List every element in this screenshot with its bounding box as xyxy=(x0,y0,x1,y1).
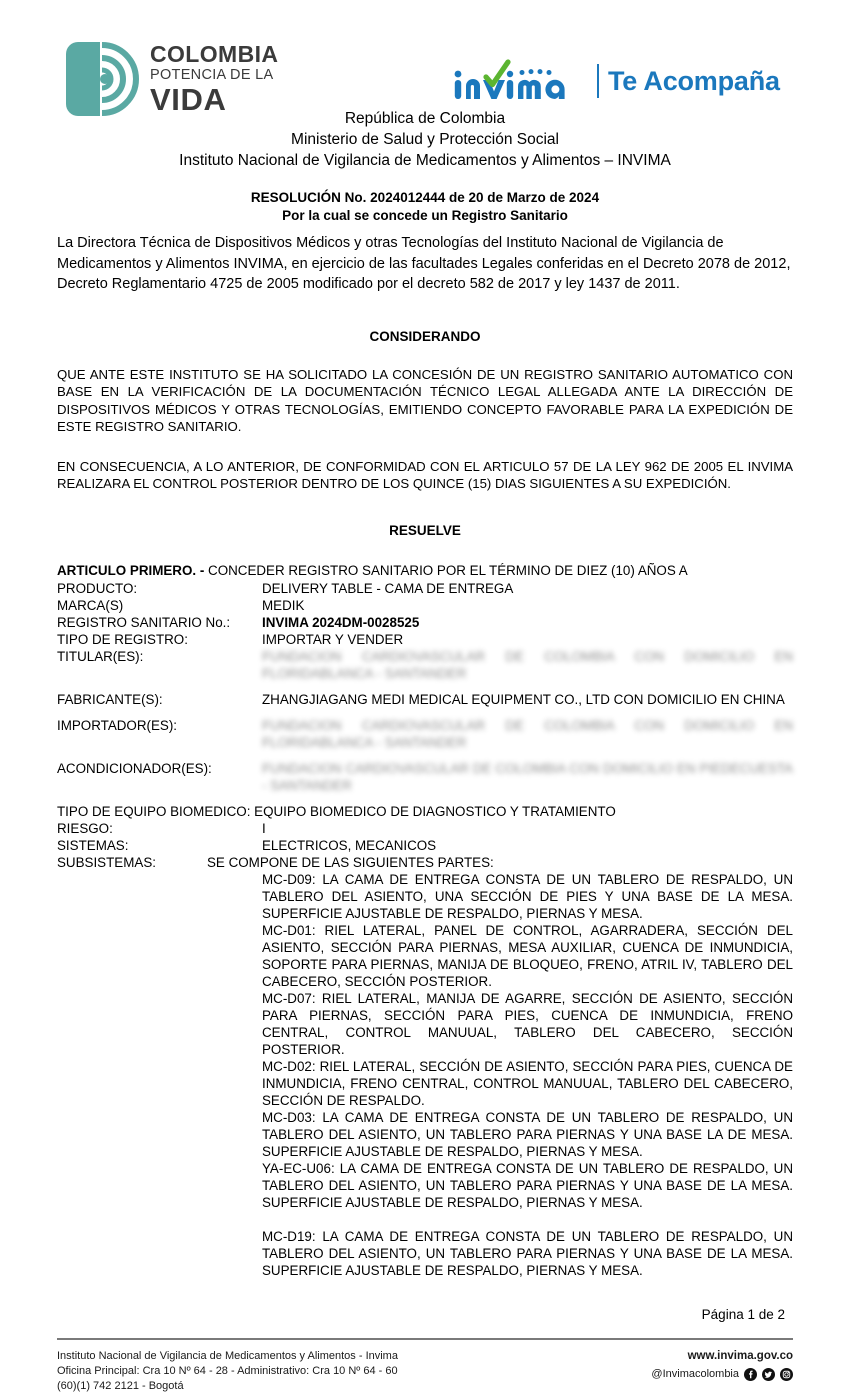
field-titular xyxy=(57,648,793,682)
field-titular-label: TITULAR(ES): xyxy=(57,648,144,664)
field-sistemas xyxy=(57,837,793,854)
articulo-primero-label: ARTICULO PRIMERO. - xyxy=(57,562,205,578)
field-riesgo-label: RIESGO: xyxy=(57,820,113,836)
registration-fields xyxy=(57,580,793,1279)
field-fabricante-label: FABRICANTE(S): xyxy=(57,691,163,707)
field-registro-sanitario-value: INVIMA 2024DM-0028525 xyxy=(262,614,420,630)
org-line-2: Ministerio de Salud y Protección Social xyxy=(291,131,559,148)
field-producto xyxy=(57,580,793,597)
page-number: Página 1 de 2 xyxy=(701,1306,785,1322)
invima-tagline: Te Acompaña xyxy=(608,65,780,96)
invima-logo xyxy=(452,58,780,104)
field-sistemas-value: ELECTRICOS, MECANICOS xyxy=(262,837,437,853)
field-marcas xyxy=(57,597,793,614)
colombia-logo-mark xyxy=(62,40,140,118)
field-acondicionador xyxy=(57,760,793,794)
org-line-3: Instituto Nacional de Vigilancia de Medicamentos y Alimentos – INVIMA xyxy=(179,152,671,169)
resolution-subtitle: Por la cual se concede un Registro Sanitario xyxy=(282,208,568,223)
considerando-paragraph-2: EN CONSECUENCIA, A LO ANTERIOR, DE CONFORMIDAD CON EL ARTICULO 57 DE LA LEY 962 DE 2005 EL INVIMA REALIZARA EL CONTROL POSTERIOR DENTRO DE LOS QUINCE (15) DIAS SIGUIENTES A SU EXPEDICIÓN. xyxy=(57,458,793,491)
field-acondicionador-value-redacted: FUNDACION CARDIOVASCULAR DE COLOMBIA CON DOMICILIO EN PIEDECUESTA - SANTANDER xyxy=(262,760,793,793)
articulo-primero-text: CONCEDER REGISTRO SANITARIO POR EL TÉRMINO DE DIEZ (10) AÑOS A xyxy=(204,562,688,578)
subsystem-item: MC-D09: LA CAMA DE ENTREGA CONSTA DE UN TABLERO DE RESPALDO, UN TABLERO DEL ASIENTO, UNA SECCIÓN DE PIES Y UNA BASE DE LA MESA. SUPERFICIE AJUSTABLE DE RESPALDO, PIERNAS Y MESA. xyxy=(262,871,793,921)
subsystem-item: YA-EC-U06: LA CAMA DE ENTREGA CONSTA DE UN TABLERO DE RESPALDO, UN TABLERO DEL ASIENTO, UN TABLERO PARA PIERNAS Y UNA BASE DE LA MESA. SUPERFICIE AJUSTABLE DE RESPALDO, PIERNAS Y MESA. xyxy=(262,1160,793,1210)
footer-website-link[interactable]: www.invima.gov.co xyxy=(687,1349,793,1362)
field-marcas-value: MEDIK xyxy=(262,597,305,613)
org-line-1: República de Colombia xyxy=(344,110,506,127)
field-tipo-registro-label: TIPO DE REGISTRO: xyxy=(57,631,188,647)
field-importador-label: IMPORTADOR(ES): xyxy=(57,717,178,733)
field-titular-value-redacted: FUNDACION CARDIOVASCULAR DE COLOMBIA CON DOMICILIO EN FLORIDABLANCA - SANTANDER xyxy=(262,648,793,681)
field-producto-label: PRODUCTO: xyxy=(57,580,138,596)
facebook-icon[interactable] xyxy=(744,1368,757,1381)
intro-paragraph: La Directora Técnica de Dispositivos Médicos y otras Tecnologías del Instituto Nacional de Vigilancia de Medicamentos y Alimentos INVIMA, en ejercicio de las facultades Legales conferidas en el Decreto 2078 de 2012, Decreto Reglamentario 4725 de 2005 modificado por el decreto 582 de 2017 y ley 1437 de 2011. xyxy=(57,235,791,292)
invima-wordmark-icon xyxy=(452,58,588,104)
field-importador xyxy=(57,717,793,751)
footer-institution: Instituto Nacional de Vigilancia de Medicamentos y Alimentos - Invima xyxy=(57,1349,398,1362)
document-header-logos xyxy=(0,0,850,117)
field-importador-value-redacted: FUNDACION CARDIOVASCULAR DE COLOMBIA CON DOMICILIO EN FLORIDABLANCA - SANTANDER xyxy=(262,717,793,750)
subsystem-item: MC-D03: LA CAMA DE ENTREGA CONSTA DE UN TABLERO DE RESPALDO, UN TABLERO DEL ASIENTO, UN TABLERO PARA PIERNAS Y UNA BASE LA DE MESA. SUPERFICIE AJUSTABLE DE RESPALDO, PIERNAS Y MESA. xyxy=(262,1109,793,1159)
colombia-logo xyxy=(62,40,278,118)
footer-address-block xyxy=(57,1349,398,1394)
field-acondicionador-label: ACONDICIONADOR(ES): xyxy=(57,760,212,776)
field-marcas-label: MARCA(S) xyxy=(57,597,124,613)
field-sistemas-label: SISTEMAS: xyxy=(57,837,129,853)
considerando-title: CONSIDERANDO xyxy=(369,328,481,344)
field-fabricante-value: ZHANGJIAGANG MEDI MEDICAL EQUIPMENT CO., LTD CON DOMICILIO EN CHINA xyxy=(262,691,785,707)
field-subsistemas-value: SE COMPONE DE LAS SIGUIENTES PARTES: xyxy=(207,854,494,870)
resuelve-title: RESUELVE xyxy=(389,522,461,538)
field-tipo-registro-value: IMPORTAR Y VENDER xyxy=(262,631,404,647)
footer-social-handle: @Invimacolombia xyxy=(651,1367,739,1380)
field-registro-sanitario-label: REGISTRO SANITARIO No.: xyxy=(57,614,231,630)
field-fabricante xyxy=(57,691,793,708)
footer-web-block xyxy=(651,1349,793,1382)
document-body xyxy=(0,108,850,1322)
field-subsistemas xyxy=(57,854,793,871)
footer-offices: Oficina Principal: Cra 10 Nº 64 - 28 - Administrativo: Cra 10 Nº 64 - 60 xyxy=(57,1364,398,1377)
subsystem-item: MC-D02: RIEL LATERAL, SECCIÓN DE ASIENTO, SECCIÓN PARA PIES, CUENCA DE INMUNDICIA, FRENO CENTRAL, CONTROL MANUUAL, TABLERO DEL CABECERO, SECCIÓN DE RESPALDO. xyxy=(262,1058,793,1108)
field-riesgo xyxy=(57,820,793,837)
field-riesgo-value: I xyxy=(262,820,266,836)
subsystem-item: MC-D07: RIEL LATERAL, MANIJA DE AGARRE, SECCIÓN DE ASIENTO, SECCIÓN PARA PIERNAS, SECCIÓN PARA PIES, CUENCA DE INMUNDICIA, FRENO CENTRAL, CONTROL MANUUAL, TABLERO DEL CABECERO, SECCIÓN POSTERIOR. xyxy=(262,990,793,1057)
resolution-number: RESOLUCIÓN No. 2024012444 de 20 de Marzo de 2024 xyxy=(250,190,600,205)
articulo-primero-line xyxy=(57,562,793,579)
footer-social-row xyxy=(651,1367,793,1382)
invima-divider xyxy=(597,64,599,98)
field-subsistemas-label: SUBSISTEMAS: xyxy=(57,854,156,870)
twitter-icon[interactable] xyxy=(762,1368,775,1381)
colombia-logo-line2: POTENCIA DE LA xyxy=(150,67,274,84)
field-registro-sanitario xyxy=(57,614,793,631)
subsystem-item: MC-D19: LA CAMA DE ENTREGA CONSTA DE UN TABLERO DE RESPALDO, UN TABLERO DEL ASIENTO, UN TABLERO PARA PIERNAS Y UNA BASE DE LA MESA. SUPERFICIE AJUSTABLE DE RESPALDO, PIERNAS Y MESA. xyxy=(262,1228,793,1278)
subsystem-item: MC-D01: RIEL LATERAL, PANEL DE CONTROL, AGARRADERA, SECCIÓN DEL ASIENTO, SECCIÓN PARA PIERNAS, MESA AUXILIAR, CUENCA DE INMUNDICIA, SOPORTE PARA PIERNAS, MANIJA DE BLOQUEO, FRENO, ATRIL IV, TABLERO DEL CABECERO, SECCIÓN POSTERIOR. xyxy=(262,922,793,989)
document-footer xyxy=(57,1349,793,1394)
colombia-logo-line1: COLOMBIA xyxy=(150,41,279,68)
subsystem-list xyxy=(262,871,793,1279)
footer-divider xyxy=(57,1338,793,1340)
field-tipo-registro xyxy=(57,631,793,648)
colombia-logo-text xyxy=(150,43,278,115)
instagram-icon[interactable] xyxy=(780,1368,793,1381)
field-tipo-equipo-biomedico: TIPO DE EQUIPO BIOMEDICO: EQUIPO BIOMEDICO DE DIAGNOSTICO Y TRATAMIENTO xyxy=(57,803,616,819)
considerando-paragraph-1: QUE ANTE ESTE INSTITUTO SE HA SOLICITADO LA CONCESIÓN DE UN REGISTRO SANITARIO AUTOMATICO CON BASE EN LA VERIFICACIÓN DE LA DOCUMENTACIÓN TÉCNICO LEGAL ALLEGADA ANTE LA DIRECCIÓN DE DISPOSITIVOS MÉDICOS Y OTRAS TECNOLOGÍAS, EMITIENDO CONCEPTO FAVORABLE PARA LA EXPEDICIÓN DE ESTE REGISTRO SANITARIO. xyxy=(57,366,793,434)
field-producto-value: DELIVERY TABLE - CAMA DE ENTREGA xyxy=(262,580,514,596)
footer-phone: (60)(1) 742 2121 - Bogotá xyxy=(57,1379,184,1392)
colombia-logo-line3: VIDA xyxy=(150,81,227,117)
